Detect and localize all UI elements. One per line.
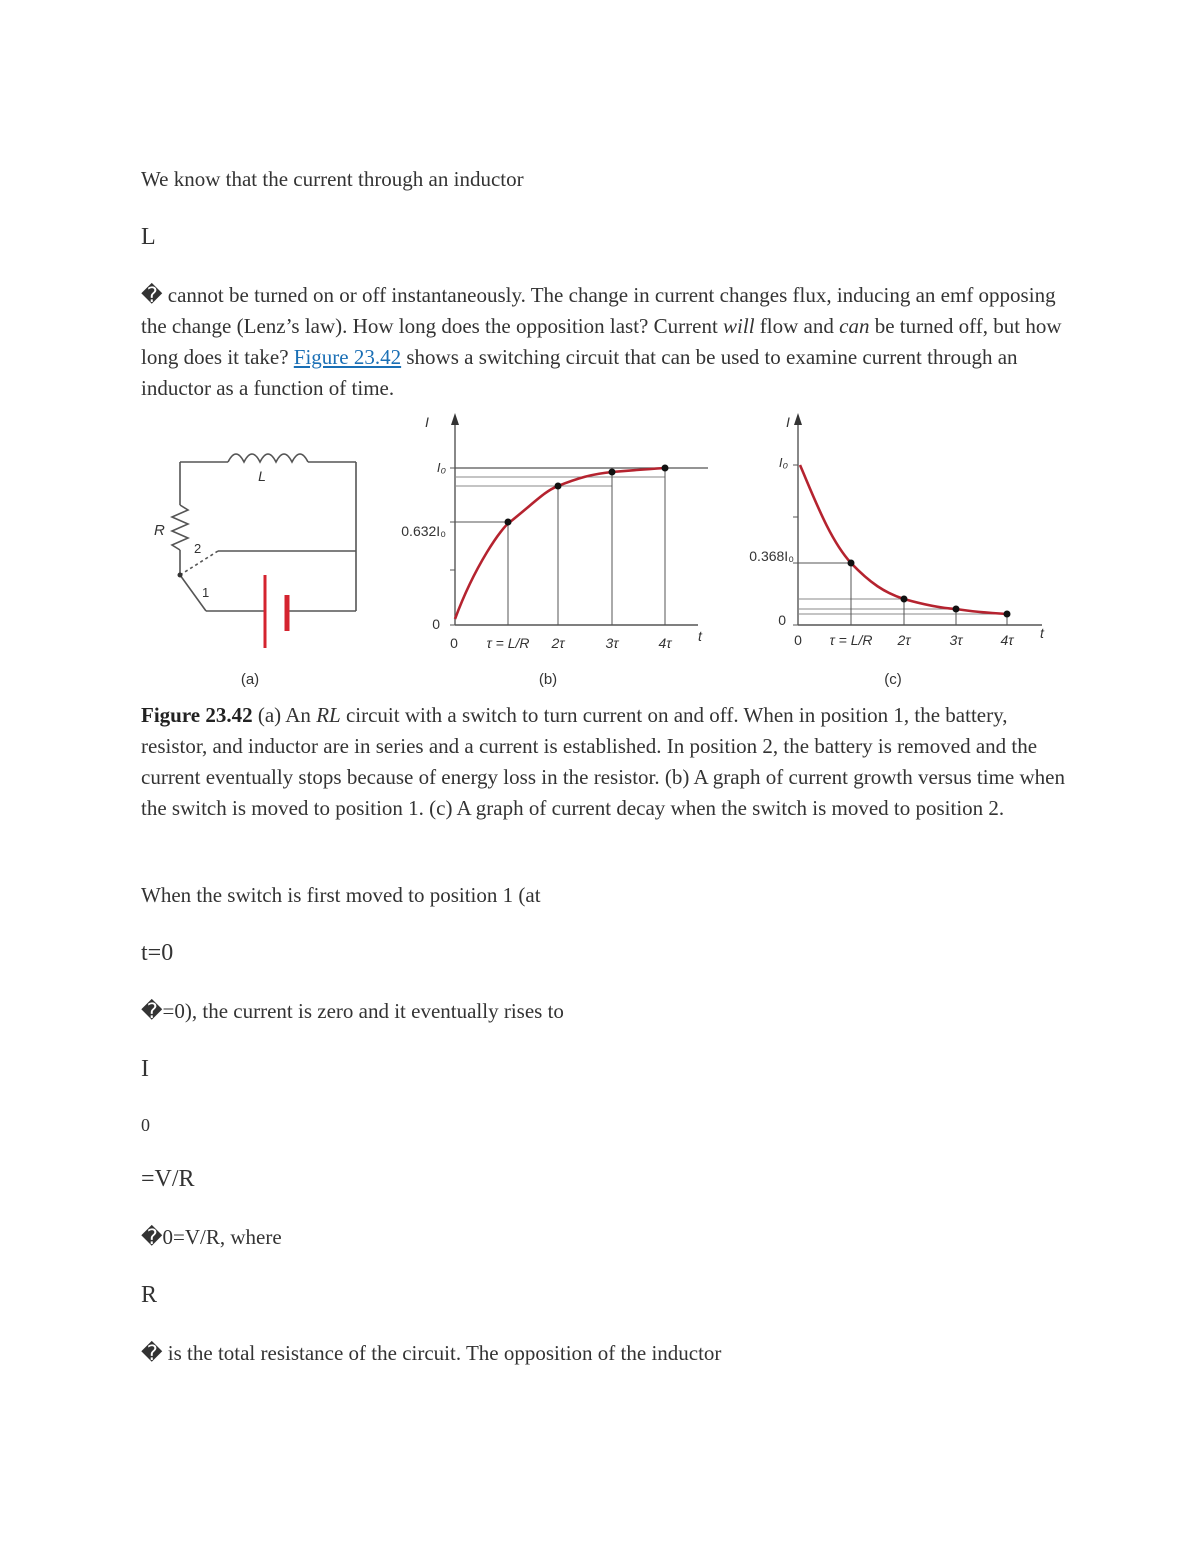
- symbol-r: R: [141, 1282, 158, 1308]
- caption-label: Figure 23.42: [141, 703, 253, 727]
- graph-b-x-tick-3tau: 3τ: [605, 635, 619, 651]
- growth-curve: [455, 468, 665, 619]
- panel-c-label: (c): [884, 671, 902, 688]
- graph-b-y-tick-0632: 0.632I₀: [401, 523, 446, 539]
- graph-c-x-axis-label: t: [1040, 625, 1044, 641]
- decay-point-2tau: [901, 596, 908, 603]
- inductor-label: L: [258, 468, 266, 484]
- emphasis-will: will: [723, 314, 755, 338]
- decay-point-4tau: [1004, 611, 1011, 618]
- decay-curve: [800, 465, 1007, 614]
- intro-line: We know that the current through an inductor: [141, 167, 524, 191]
- symbol-v-over-r: =V/R: [141, 1166, 195, 1192]
- graph-b-x-tick-2tau: 2τ: [551, 635, 565, 651]
- decay-point-tau: [848, 560, 855, 567]
- intro-paragraph: [141, 280, 1066, 404]
- graph-c-x-tick-tau: τ = L/R: [829, 632, 873, 648]
- caption-rl: RL: [316, 703, 341, 727]
- growth-point-tau: [505, 519, 512, 526]
- graph-b-y-axis-label: I: [425, 414, 429, 430]
- emphasis-can: can: [839, 314, 870, 338]
- growth-graph: [450, 413, 708, 625]
- resistor-label: R: [154, 522, 165, 539]
- caption-text-b: circuit with a switch to turn current on and off. When in position 1, the battery, resistor, and inductor are in series and a current is established. In position 2, the battery is removed and the current eventually stops because of energy loss in the resistor. (b) A graph of current growth versus time when the switch is moved to position 1. (c) A graph of current decay when the switch is moved to position 2.: [141, 703, 1065, 820]
- graph-b-x-tick-tau: τ = L/R: [486, 635, 530, 651]
- paragraph-text-b: flow and: [754, 314, 840, 338]
- growth-point-2tau: [555, 483, 562, 490]
- switch-pivot: [178, 573, 183, 578]
- switch-position-1: 1: [202, 585, 210, 600]
- growth-point-4tau: [662, 465, 669, 472]
- graph-b-x-tick-zero: 0: [450, 635, 458, 651]
- inductor-coil: [228, 454, 308, 462]
- graph-b-x-tick-4tau: 4τ: [658, 635, 672, 651]
- current-zero-line: �=0), the current is zero and it eventually rises to: [141, 999, 564, 1023]
- panel-b-label: (b): [538, 671, 558, 688]
- decay-point-3tau: [953, 606, 960, 613]
- graph-b-x-axis-label: t: [698, 628, 702, 644]
- paragraph-text-d: shows a switching circuit that can be used to examine current through an inductor as a function of time.: [141, 345, 1018, 400]
- figure-23-42: [130, 405, 1070, 695]
- paragraph-text-c: be turned off, but how long does it take?: [141, 314, 1062, 369]
- switch-position-2: 2: [194, 541, 202, 556]
- paragraph-text-a: � cannot be turned on or off instantaneously. The change in current changes flux, inducing an emf opposing the change (Lenz’s law). How long does the opposition last? Current: [141, 283, 1056, 338]
- symbol-i: I: [141, 1056, 149, 1082]
- figure-link[interactable]: Figure 23.42: [293, 345, 402, 369]
- symbol-subscript-0: 0: [141, 1115, 150, 1135]
- graph-c-y-axis-label: I: [786, 414, 790, 430]
- graph-c-y-tick-i0: I₀: [778, 455, 788, 470]
- growth-point-3tau: [609, 469, 616, 476]
- graph-b-y-tick-i0: I₀: [436, 460, 446, 475]
- panel-a-label: (a): [240, 671, 260, 688]
- graph-c-x-tick-3tau: 3τ: [949, 632, 963, 648]
- resistor-zigzag: [172, 505, 188, 550]
- graph-c-x-tick-4tau: 4τ: [1000, 632, 1014, 648]
- graph-b-y-tick-zero: 0: [432, 616, 440, 632]
- switch-position-line: When the switch is first moved to position 1 (at: [141, 883, 541, 907]
- symbol-l: L: [141, 224, 156, 250]
- graph-c-x-tick-zero: 0: [794, 632, 802, 648]
- caption-text-a: (a) An: [252, 703, 317, 727]
- graph-c-y-tick-zero: 0: [778, 612, 786, 628]
- battery-symbol: [265, 575, 287, 648]
- resistance-line: � is the total resistance of the circuit. The opposition of the inductor: [141, 1341, 722, 1365]
- graph-c-x-tick-2tau: 2τ: [897, 632, 911, 648]
- symbol-t-equals-0: t=0: [141, 940, 174, 966]
- figure-caption: [141, 700, 1066, 824]
- i0-definition-line: �0=V/R, where: [141, 1225, 282, 1249]
- decay-graph: [793, 413, 1042, 625]
- graph-c-y-tick-0368: 0.368I₀: [749, 548, 794, 564]
